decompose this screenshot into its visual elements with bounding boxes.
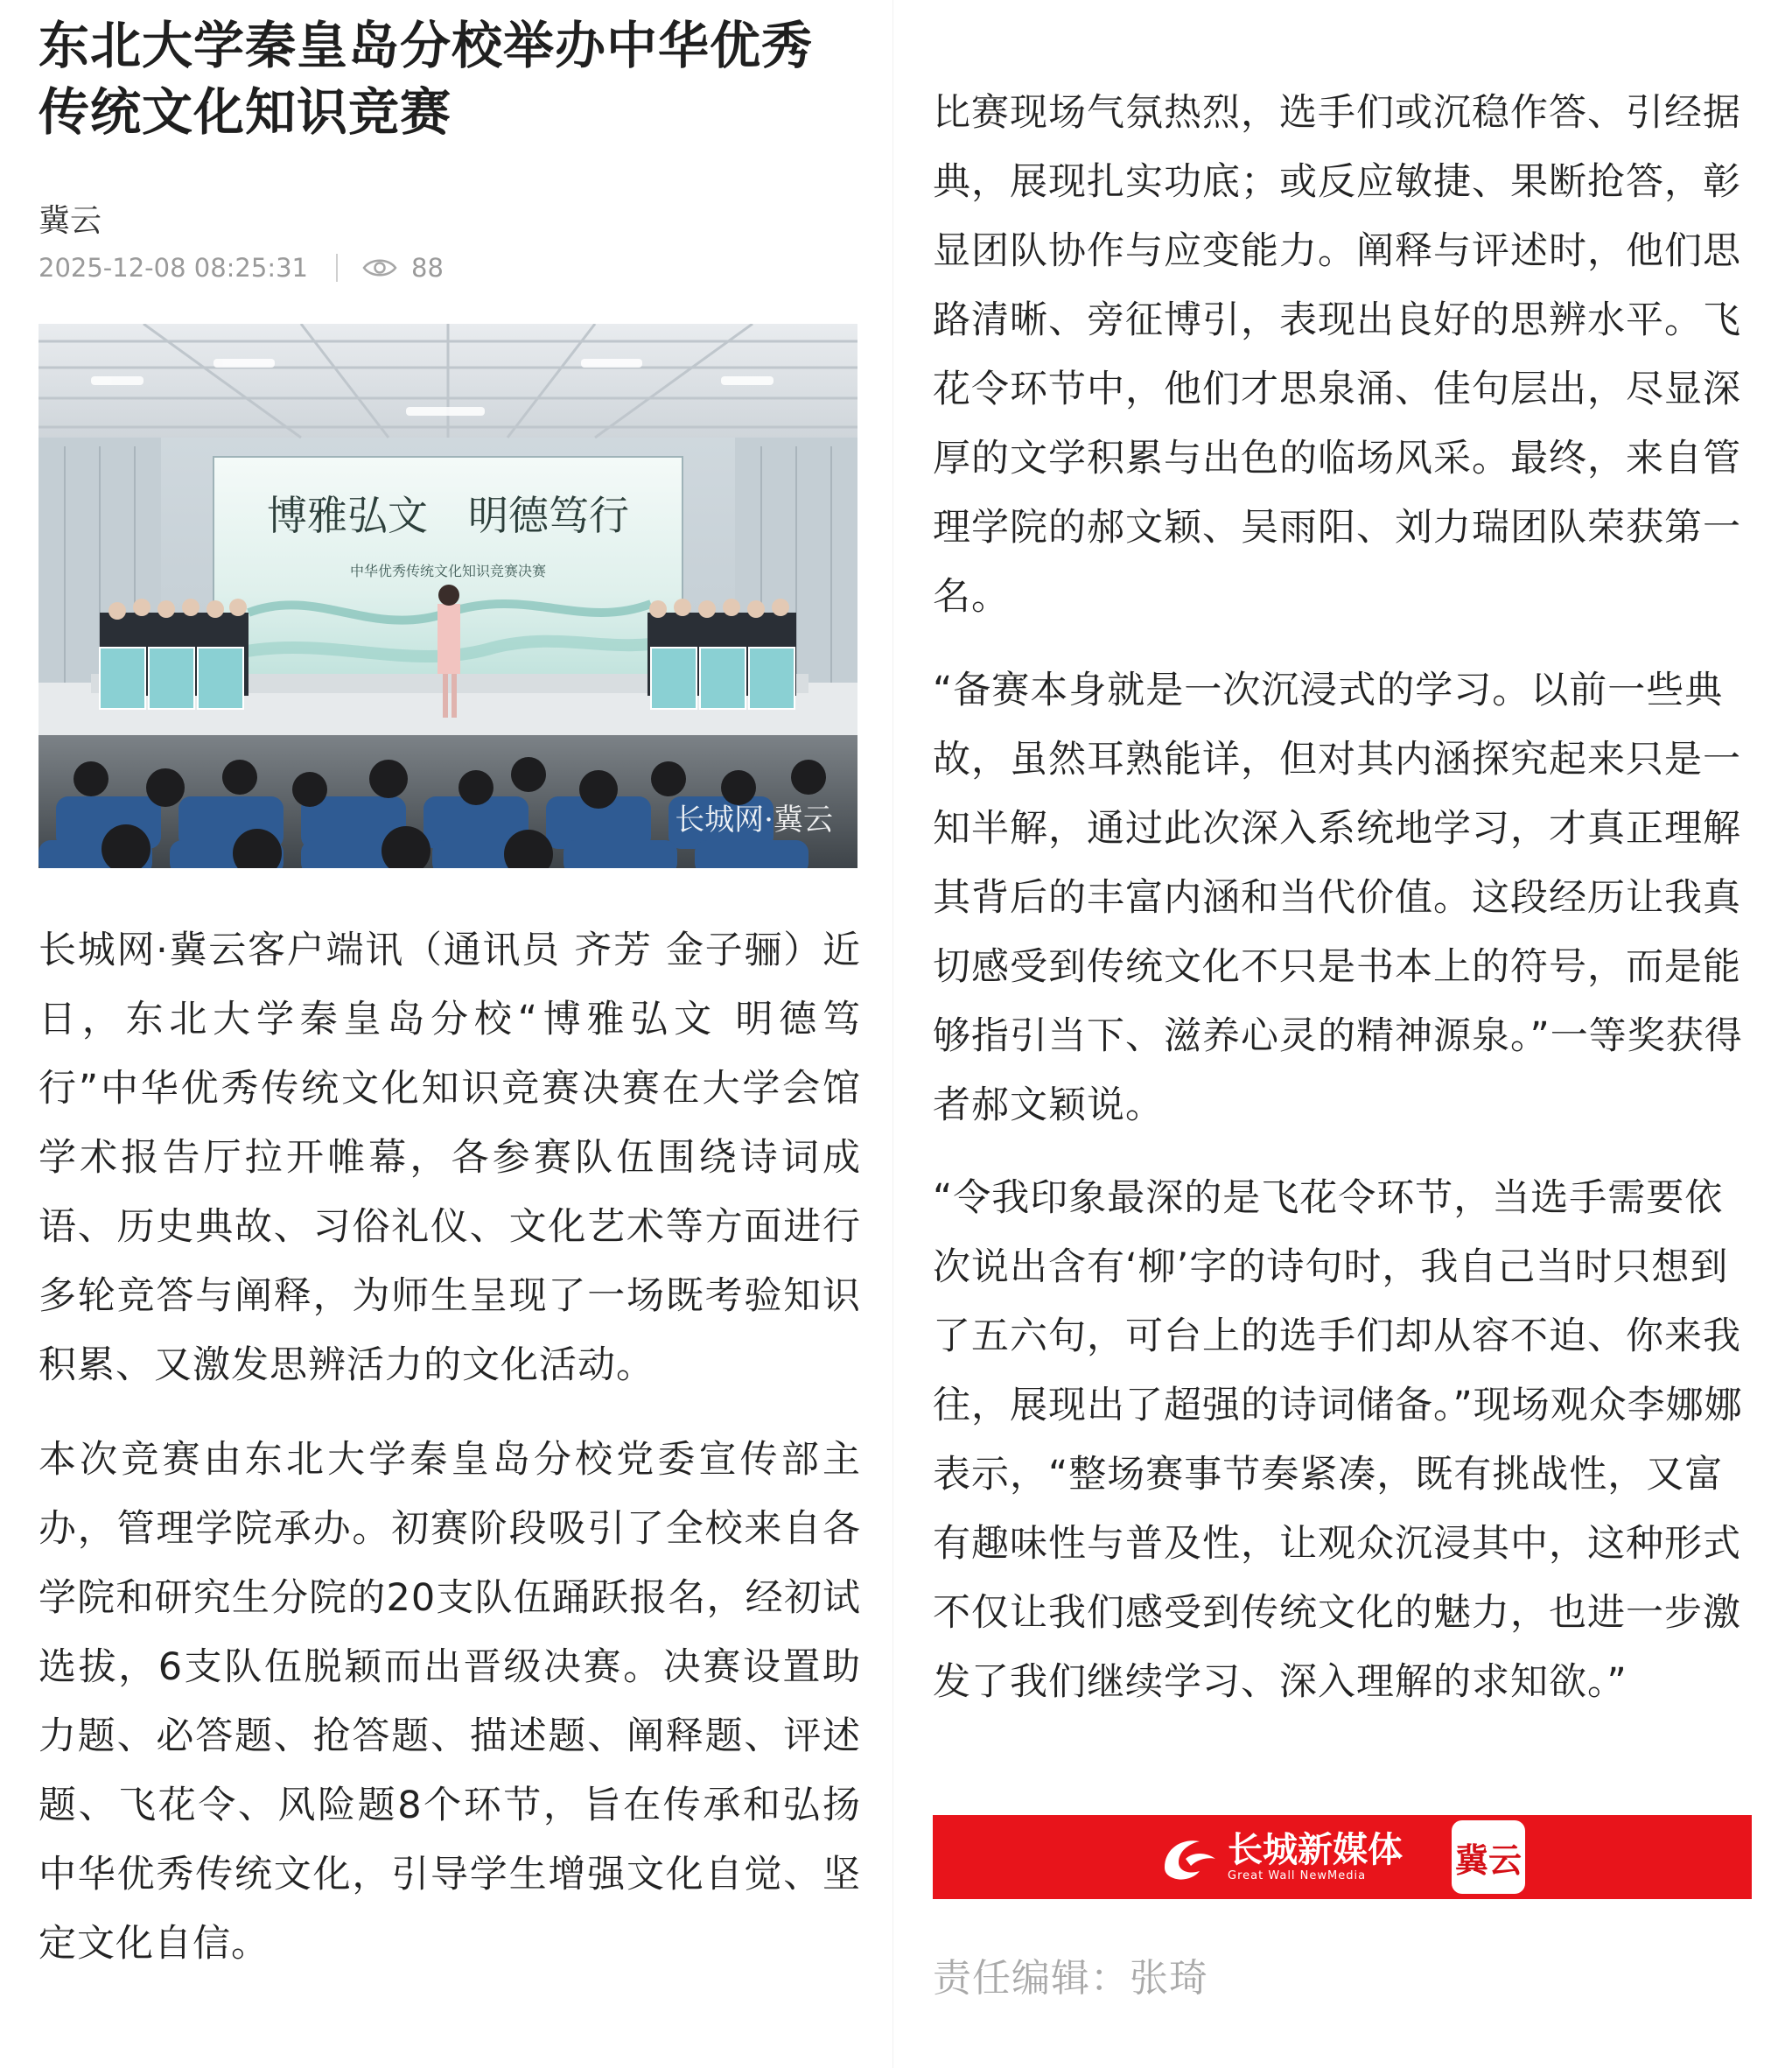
responsible-editor: 责任编辑：张琦 xyxy=(933,1956,1208,2001)
brand-block xyxy=(1228,1831,1403,1883)
eye-icon xyxy=(362,256,397,279)
article-author[interactable]: 冀云 xyxy=(38,203,102,239)
photo-watermark: 长城网·冀云 xyxy=(675,803,833,838)
screen-text-sub: 中华优秀传统文化知识竞赛决赛 xyxy=(349,563,547,579)
publish-datetime: 2025-12-08 08:25:31 xyxy=(38,253,308,283)
article-photo[interactable] xyxy=(38,324,858,868)
brand-name-en: Great Wall NewMedia xyxy=(1228,1869,1367,1882)
article-meta xyxy=(38,250,444,285)
meta-divider xyxy=(336,254,338,282)
jiyun-badge: 冀云 xyxy=(1452,1820,1525,1894)
brand-name: 长城新媒体 xyxy=(1228,1829,1403,1870)
media-banner[interactable] xyxy=(933,1815,1752,1899)
view-count: 88 xyxy=(411,253,444,283)
column-divider xyxy=(892,0,893,2068)
screen-text-main: 博雅弘文 明德笃行 xyxy=(267,492,629,539)
paragraph: 长城网·冀云客户端讯（通讯员 齐芳 金子骊）近日，东北大学秦皇岛分校“博雅弘文 明德笃行”中华优秀传统文化知识竞赛决赛在大学会馆学术报告厅拉开帷幕，各参赛队伍围绕诗词成语、历史典故、习俗礼仪、文化艺术等方面进行多轮竞答与阐释，为师生呈现了一场既考验知识积累、又激发思辨活力的文化活动。 xyxy=(38,929,861,1387)
paragraph: 比赛现场气氛热烈，选手们或沉稳作答、引经据典，展现扎实功底；或反应敏捷、果断抢答，彰显团队协作与应变能力。阐释与评述时，他们思路清晰、旁征博引，表现出良好的思辨水平。飞花令环节中，他们才思泉涌、佳句层出，尽显深厚的文学积累与出色的临场风采。最终，来自管理学院的郝文颖、吴雨阳、刘力瑞团队荣获第一名。 xyxy=(933,91,1741,619)
left-column xyxy=(38,0,861,2068)
paragraph: 本次竞赛由东北大学秦皇岛分校党委宣传部主办，管理学院承办。初赛阶段吸引了全校来自各学院和研究生分院的20支队伍踊跃报名，经初试选拔，6支队伍脱颖而出晋级决赛。决赛设置助力题、必答题、抢答题、描述题、阐释题、评述题、飞花令、风险题8个环节，旨在传承和弘扬中华优秀传统文化，引导学生增强文化自觉、坚定文化自信。 xyxy=(38,1438,861,1966)
paragraph: “令我印象最深的是飞花令环节，当选手需要依次说出含有‘柳’字的诗句时，我自己当时只想到了五六句，可台上的选手们却从容不迫、你来我往，展现出了超强的诗词储备。”现场观众李娜娜表示，“整场赛事节奏紧凑，既有挑战性，又富有趣味性与普及性，让观众沉浸其中，这种形式不仅让我们感受到传统文化的魅力，也进一步激发了我们继续学习、深入理解的求知欲。” xyxy=(933,1176,1743,1704)
competition-hall-image xyxy=(38,324,858,868)
paragraph: “备赛本身就是一次沉浸式的学习。以前一些典故，虽然耳熟能详，但对其内涵探究起来只是一知半解，通过此次深入系统地学习，才真正理解其背后的丰富内涵和当代价值。这段经历让我真切感受到传统文化不只是书本上的符号，而是能够指引当下、滋养心灵的精神源泉。”一等奖获得者郝文颖说。 xyxy=(933,669,1743,1127)
right-column xyxy=(933,0,1755,2068)
article-title: 东北大学秦皇岛分校举办中华优秀传统文化知识竞赛 xyxy=(38,16,814,142)
great-wall-logo-icon xyxy=(1159,1833,1221,1882)
